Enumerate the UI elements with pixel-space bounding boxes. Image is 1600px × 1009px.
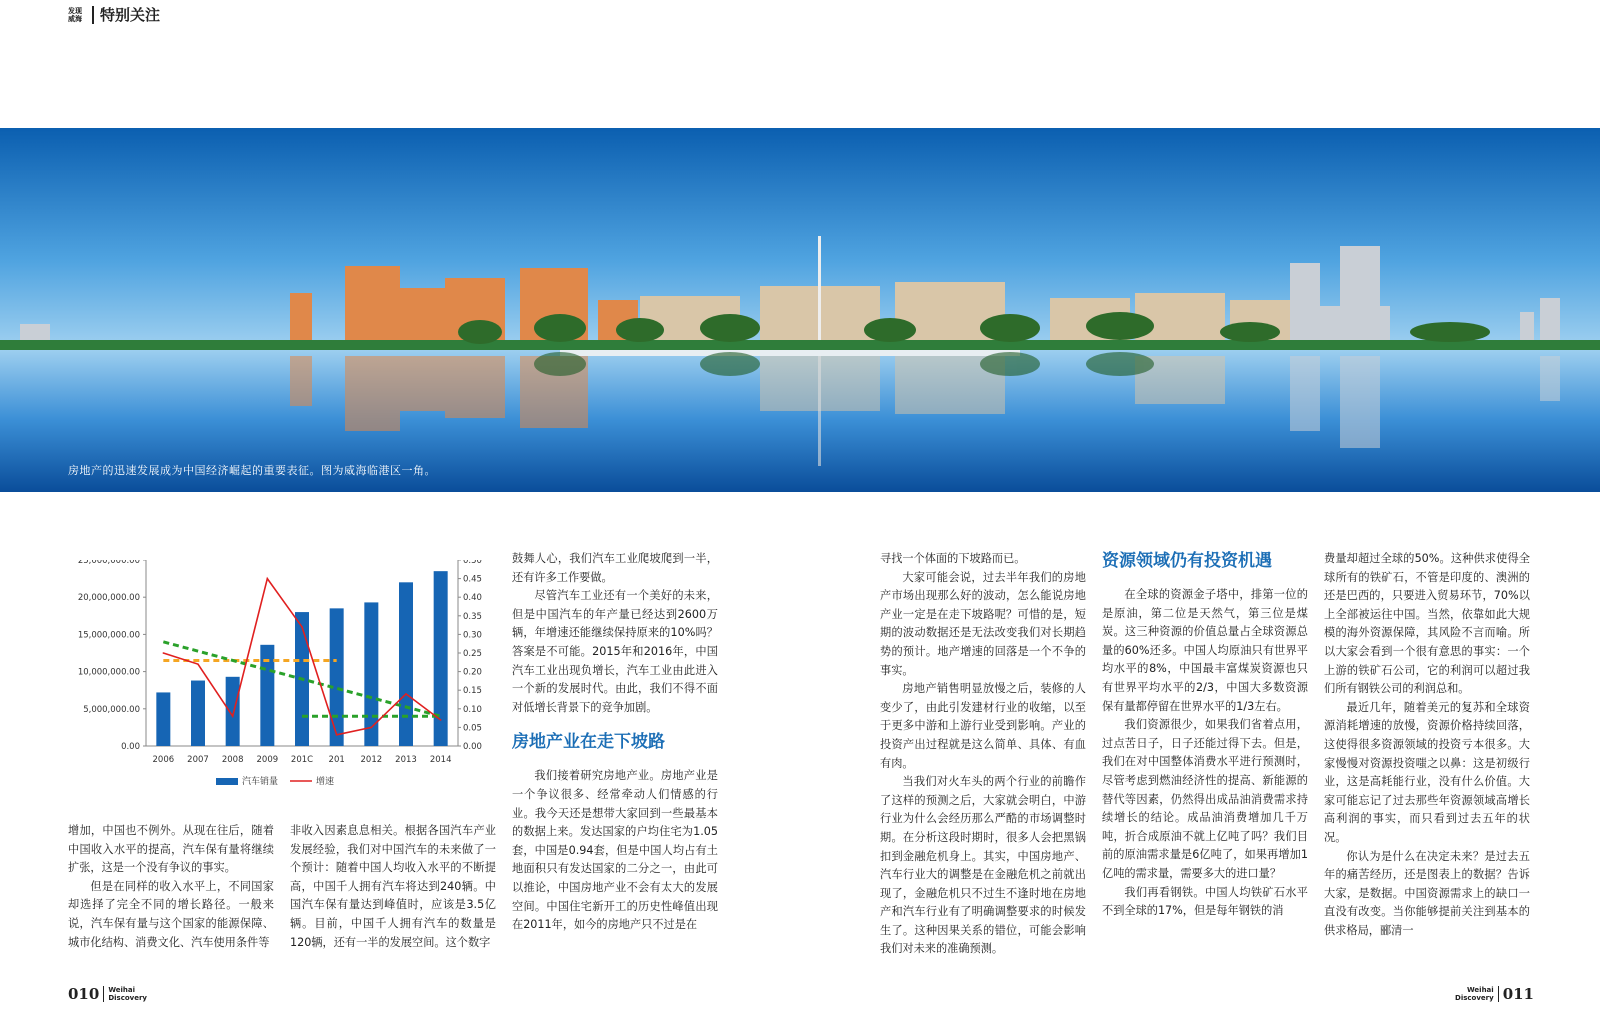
x-tick-label: 2012 (360, 755, 383, 765)
photo-caption: 房地产的迅速发展成为中国经济崛起的重要表征。图为威海临港区一角。 (68, 464, 436, 477)
paragraph: 在全球的资源金子塔中，排第一位的是原油，第二位是天然气，第三位是煤炭。这三种资源的价值总量占全球资源总量的60%还多。中国人均原油只有世界平均水平的8%，中国最丰富煤炭资源也只有世界平均水平的2/3，中国大多数资源保有量都停留在世界水平的1/3左右。 (1102, 588, 1308, 713)
panorama-photo (0, 128, 1600, 492)
x-tick-label: 2013 (395, 755, 417, 765)
chart-svg (66, 560, 486, 815)
magazine-logo (68, 7, 86, 23)
text-column-3 (512, 550, 718, 935)
y-right-tick-label: 0.00 (463, 742, 482, 752)
growth-point-2009 (267, 578, 269, 580)
heading-real-estate: 房地产业在走下坡路 (512, 732, 665, 753)
page-number-right: 011 (1502, 985, 1534, 1003)
y-left-tick-label: 15,000,000.00 (77, 630, 140, 641)
y-left-tick-label: 0.00 (121, 742, 140, 752)
paragraph: 房地产销售明显放慢之后，装修的人变少了，由此引发建材行业的收缩，以至于更多中游和上游行业受到影响。产业的投资产出过程就是这么简单、具体、有血有肉。 (880, 682, 1086, 770)
y-right-tick-label: 0.35 (463, 611, 482, 622)
x-tick-label: 2007 (187, 755, 209, 765)
city-skyline-illustration (0, 128, 1600, 492)
bar-2011 (330, 608, 344, 746)
y-left-tick-label: 20,000,000.00 (77, 593, 140, 604)
growth-point-2013 (405, 693, 407, 695)
bar-2008 (226, 677, 240, 746)
text-column-2 (290, 822, 496, 952)
text-column-5 (1102, 546, 1308, 921)
x-tick-label: 2014 (429, 755, 452, 765)
footer-divider (1498, 986, 1499, 1002)
growth-point-2011 (336, 734, 338, 736)
brand-line-2: Discovery (108, 994, 147, 1002)
paragraph: 大家可能会说，过去半年我们的房地产市场出现那么好的波动，怎么能说房地产业一定是在走下坡路呢？可惜的是，短期的波动数据还是无法改变我们对长期趋势的预计。地产增速的回落是一个不争的事实。 (880, 570, 1086, 677)
paragraph: 尽管汽车工业还有一个美好的未来，但是中国汽车的年产量已经达到2600万辆，年增速还能继续保持原来的10%吗？答案是不可能。2015年和2016年，中国汽车工业出现负增长，汽车工业由此进入一个新的发展时代。由此，我们不得不面对低增长背景下的竞争加剧。 (512, 589, 718, 714)
growth-point-2014 (440, 719, 442, 721)
x-tick-label: 2008 (221, 755, 244, 765)
paragraph: 但是在同样的收入水平上，不同国家却选择了完全不同的增长路径。一般来说，汽车保有量与这个国家的能源保障、城市化结构、消费文化、汽车使用条件等 (68, 879, 274, 949)
bar-2007 (191, 681, 205, 746)
paragraph: 当我们对火车头的两个行业的前瞻作了这样的预测之后，大家就会明白，中游行业为什么会经历那么严酷的市场调整时期。在分析这段时期时，很多人会把黑锅扣到金融危机身上。其实，中国房地产、汽车行业大的调整是在金融危机之前就出现了，金融危机只不过生不逢时地在房地产和汽车行业有了明确调整要求的时候发生了。这种因果关系的错位，可能会影响我们对未来的准确预测。 (880, 775, 1086, 956)
paragraph: 鼓舞人心，我们汽车工业爬坡爬到一半，还有许多工作要做。 (512, 552, 718, 584)
brand-line-1: Weihai (108, 986, 136, 994)
footer-brand-right (1455, 986, 1494, 1002)
heading-resources: 资源领域仍有投资机遇 (1102, 551, 1272, 571)
footer-left (68, 985, 147, 1003)
y-right-tick-label: 0.25 (463, 649, 482, 659)
bar-2006 (156, 692, 170, 746)
legend-line-label: 增速 (316, 777, 335, 787)
y-left-tick-label: 10,000,000.00 (77, 667, 140, 678)
y-right-tick-label: 0.45 (463, 574, 482, 585)
paragraph: 我们再看钢铁。中国人均铁矿石水平不到全球的17%，但是每年钢铁的消 (1102, 885, 1308, 918)
section-title: 特别关注 (100, 6, 161, 24)
y-right-tick-label: 0.50 (463, 560, 482, 566)
paragraph: 最近几年，随着美元的复苏和全球资源消耗增速的放慢，资源价格持续回落，这使得很多资源领域的投资亏本很多。大家慢慢对资源投资嗤之以鼻：这是初级行业，这是高耗能行业，没有什么价值。大家可能忘记了过去那些年资源领域高增长高利润的事实，而只看到过去五年的状况。 (1324, 700, 1530, 844)
bar-2012 (364, 602, 378, 746)
paragraph: 费量却超过全球的50%。这种供求使得全球所有的铁矿石，不管是印度的、澳洲的还是巴西的，只要进入贸易环节，70%以上全部被运往中国。当然，依靠如此大规模的海外资源保障，其风险不言而喻。所以大家会看到一个很有意思的事实：一个上游的铁矿石公司，它的利润可以超过我们所有钢铁公司的利润总和。 (1324, 552, 1530, 696)
growth-point-2008 (232, 715, 234, 717)
logo-line-1: 发现 (68, 6, 82, 15)
y-left-tick-label: 25,000,000.00 (77, 560, 140, 566)
brand-line-2: Discovery (1455, 994, 1494, 1002)
x-tick-label: 201C (290, 755, 314, 765)
bar-2013 (399, 582, 413, 746)
y-right-tick-label: 0.10 (463, 704, 482, 715)
paragraph: 增加，中国也不例外。从现在往后，随着中国收入水平的提高，汽车保有量将继续扩张，这是一个没有争议的事实。 (68, 824, 274, 875)
header-divider (92, 6, 94, 24)
x-tick-label: 2006 (152, 755, 175, 765)
legend-bar-label: 汽车销量 (242, 777, 279, 787)
y-right-tick-label: 0.40 (463, 593, 482, 604)
footer-right (1455, 985, 1534, 1003)
growth-point-2012 (371, 727, 373, 729)
y-right-tick-label: 0.15 (463, 686, 482, 697)
y-right-tick-label: 0.30 (463, 630, 482, 641)
footer-brand (108, 986, 147, 1002)
car-sales-chart (66, 560, 486, 815)
text-column-6 (1324, 550, 1530, 940)
growth-point-2007 (197, 663, 199, 665)
paragraph: 我们接着研究房地产业。房地产业是一个争议很多、经常牵动人们情感的行业。我今天还是想带大家回到一些最基本的数据上来。发达国家的户均住宅为1.05套，中国是0.94套，但是中国人均占有土地面积只有发达国家的二分之一，由此可以推论，中国房地产业不会有太大的发展空间。中国住宅新开工的历史性峰值出现在2011年，如今的房地产只不过是在 (512, 769, 718, 932)
text-column-1 (68, 822, 274, 952)
y-right-tick-label: 0.20 (463, 667, 482, 678)
page-number-left: 010 (68, 985, 100, 1003)
x-tick-label: 2009 (256, 755, 279, 765)
text-column-4 (880, 550, 1086, 959)
legend-bar-swatch (216, 778, 238, 785)
paragraph: 非收入因素息息相关。根据各国汽车产业发展经验，我们对中国汽车的未来做了一个预计：随着中国人均收入水平的不断提高，中国千人拥有汽车将达到240辆。中国汽车保有量达到峰值时，应该是3.5亿辆。目前，中国千人拥有汽车的数量是120辆，还有一半的发展空间。这个数字 (290, 824, 496, 949)
logo-line-2: 威海 (68, 14, 82, 23)
x-tick-label: 201 (328, 755, 345, 765)
y-right-tick-label: 0.05 (463, 723, 482, 734)
y-left-tick-label: 5,000,000.00 (83, 704, 140, 715)
paragraph: 你认为是什么在决定未来？是过去五年的痛苦经历，还是图表上的数据？告诉大家，是数据。中国资源需求上的缺口一直没有改变。当你能够提前关注到基本的供求格局，郦清一 (1324, 849, 1530, 937)
growth-point-2010 (301, 626, 303, 628)
section-header (68, 4, 160, 25)
footer-divider (103, 986, 104, 1002)
paragraph: 寻找一个体面的下坡路而已。 (880, 552, 1026, 565)
paragraph: 我们资源很少，如果我们省着点用，过点苦日子，日子还能过得下去。但是，我们在对中国整体消费水平进行预测时，尽管考虑到燃油经济性的提高、新能源的替代等因素，仍然得出成品油消费需求持续增长的结论。成品油消费增加几千万吨，折合成原油不就上亿吨了吗？我们目前的原油需求量是6亿吨了，如果再增加1亿吨的需求量，需要多大的进口量？ (1102, 718, 1308, 880)
brand-line-1: Weihai (1466, 986, 1494, 994)
growth-point-2006 (163, 652, 165, 654)
